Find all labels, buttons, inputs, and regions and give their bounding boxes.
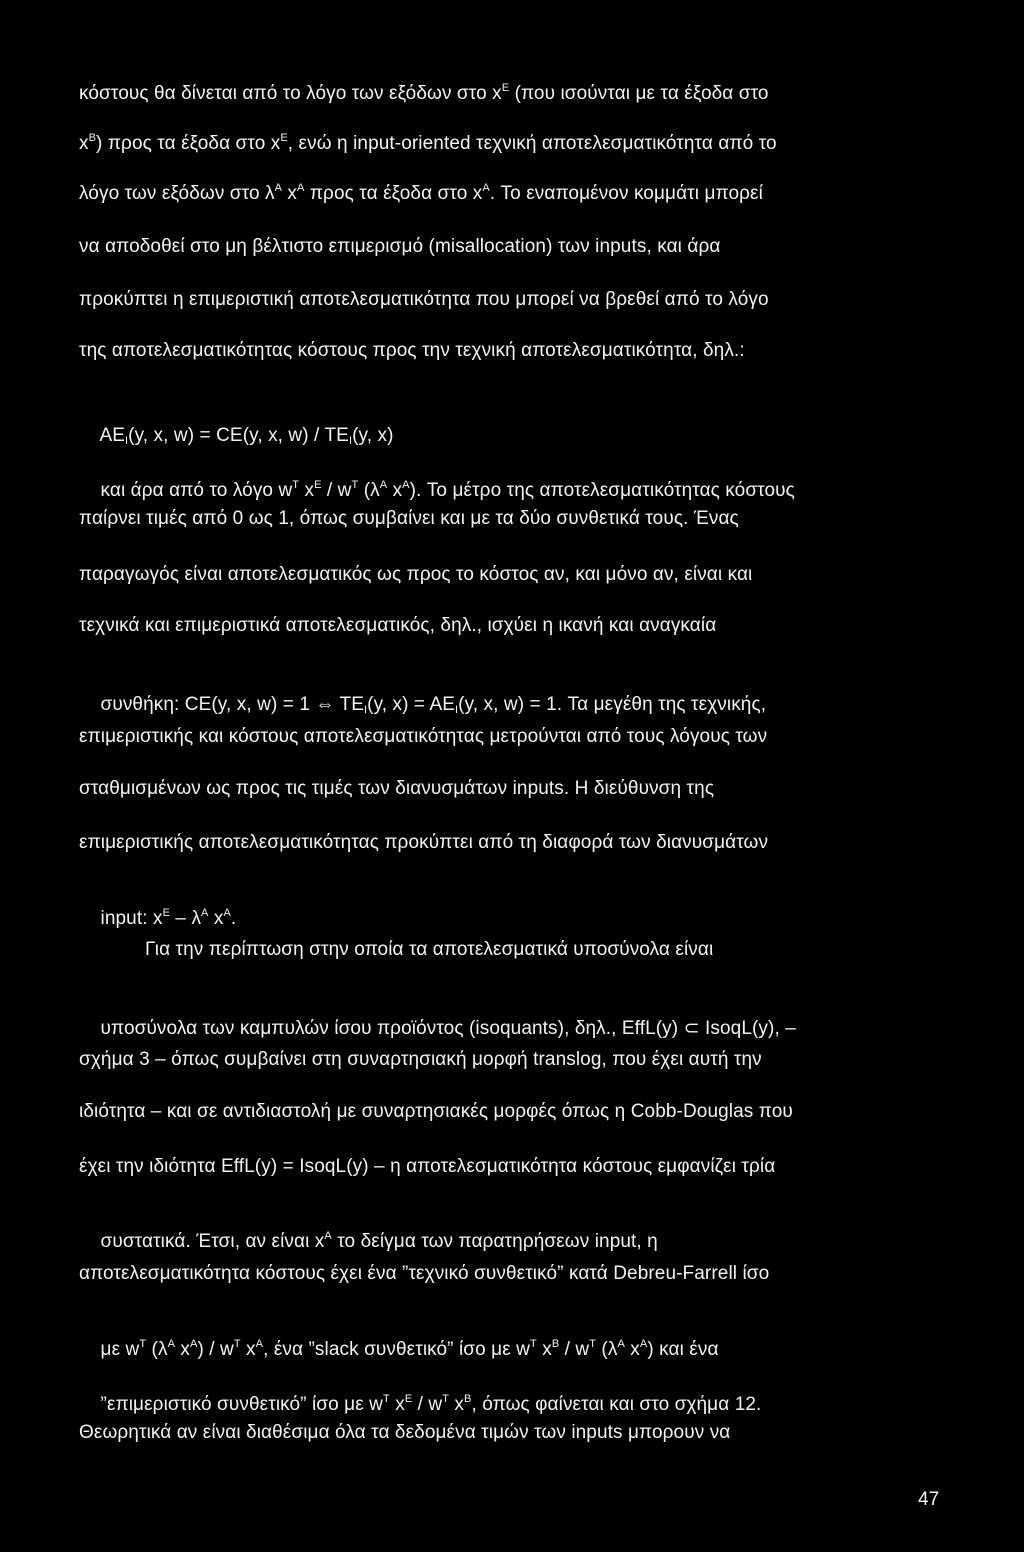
text-line: τεχνικά και επιμεριστικά αποτελεσματικός, δηλ., ισχύει η ικανή και αναγκαία bbox=[79, 615, 717, 636]
text-line: αποτελεσματικότητα κόστους έχει ένα ”τεχνικό συνθετικό” κατά Debreu-Farrell ίσο bbox=[79, 1263, 770, 1284]
text-line: της αποτελεσματικότητας κόστους προς την τεχνική αποτελεσματικότητα, δηλ.: bbox=[79, 340, 745, 361]
text-line: έχει την ιδιότητα EffL(y) = IsoqL(y) – η αποτελεσματικότητα κόστους εμφανίζει τρία bbox=[79, 1156, 776, 1177]
text-line bbox=[79, 82, 939, 106]
text-line: και άρα από το λόγο $w^T$ $x^E / w^T$ ($\lambda^A$ $x^A$). Το μέτρο της αποτελεσματικότητας κόστους bbox=[100, 479, 795, 501]
text-span: $x^B$) προς τα έξοδα στο $x^E$, ενώ η input-oriented τεχνική αποτελεσματικότητα από το bbox=[79, 132, 777, 154]
text-line: Θεωρητικά αν είναι διαθέσιμα όλα τα δεδομένα τιμών των inputs μπορουν να bbox=[79, 1422, 731, 1443]
text-line: ”επιμεριστικό συνθετικό” ίσο με $w^T$ $x^E / w^T$ $x^B$, όπως φαίνεται και στο σχήμα 12. bbox=[100, 1393, 762, 1415]
text-line: υποσύνολα των καμπυλών ίσου προϊόντος (isoquants), δηλ., EffL(y) ⊂ IsoqL(y), – bbox=[100, 1018, 796, 1039]
text-line: με $w^T$ ($\lambda^A$ $x^A) / w^T$ $x^A$, ένα ”slack συνθετικό” ίσο με $w^T$ $x^B / w^T$ ($\lambda^A$ $x^A$) και ένα bbox=[100, 1338, 719, 1360]
text-line: σχήμα 3 – όπως συμβαίνει στη συναρτησιακή μορφή translog, που έχει αυτή την bbox=[79, 1049, 762, 1070]
text-line: επιμεριστικής αποτελεσματικότητας προκύπτει από τη διαφορά των διανυσμάτων bbox=[79, 832, 769, 853]
equation-line: $AE_I(y$, x, w) = CE(y, x, $w) / TE_I(y$, x) bbox=[99, 425, 394, 447]
text-line: Για την περίπτωση στην οποία τα αποτελεσματικά υποσύνολα είναι bbox=[145, 939, 714, 960]
text-line: επιμεριστικής και κόστους αποτελεσματικότητας μετρούνται από τους λόγους των bbox=[79, 726, 768, 747]
text-line: ιδιότητα – και σε αντιδιαστολή με συναρτησιακές μορφές όπως η Cobb-Douglas που bbox=[79, 1101, 793, 1122]
text-line: να αποδοθεί στο μη βέλτιστο επιμερισμό (misallocation) των inputs, και άρα bbox=[79, 236, 721, 257]
page-number: 47 bbox=[918, 1489, 940, 1510]
text-line: παίρνει τιμές από 0 ως 1, όπως συμβαίνει και με τα δύο συνθετικά τους. Ένας bbox=[79, 508, 739, 529]
equivalence-symbol: ⇔ bbox=[315, 694, 335, 715]
text-span: κόστους θα δίνεται από το λόγο των εξόδων στο $x^E$ (που ισούνται με τα έξοδα στο bbox=[79, 82, 769, 104]
text-line: input: $x^E - \lambda^A$ $x^A$. bbox=[100, 907, 237, 929]
text-line bbox=[79, 132, 939, 156]
text-line: προκύπτει η επιμεριστική αποτελεσματικότητα που μπορεί να βρεθεί από το λόγο bbox=[79, 289, 769, 310]
subset-symbol: ⊂ bbox=[683, 1018, 700, 1039]
text-span: λόγο των εξόδων στο $\lambda^A$ $x^A$ προς τα έξοδα στο $x^A$. Το εναπομένον κομμάτι μπορεί bbox=[79, 182, 763, 204]
text-line: συνθήκη: CE(y, x, w) = 1 ⇔ $TE_I(y$, $x) = AE_I(y$, x, w) = 1. Τα μεγέθη της τεχνικής, bbox=[100, 694, 767, 716]
text-line bbox=[79, 182, 939, 206]
text-line: σταθμισμένων ως προς τις τιμές των διανυσμάτων inputs. Η διεύθυνση της bbox=[79, 778, 715, 799]
text-line: παραγωγός είναι αποτελεσματικός ως προς το κόστος αν, και μόνο αν, είναι και bbox=[79, 564, 753, 585]
text-line: συστατικά. Έτσι, αν είναι $x^A$ το δείγμα των παρατηρήσεων input, η bbox=[100, 1230, 658, 1252]
